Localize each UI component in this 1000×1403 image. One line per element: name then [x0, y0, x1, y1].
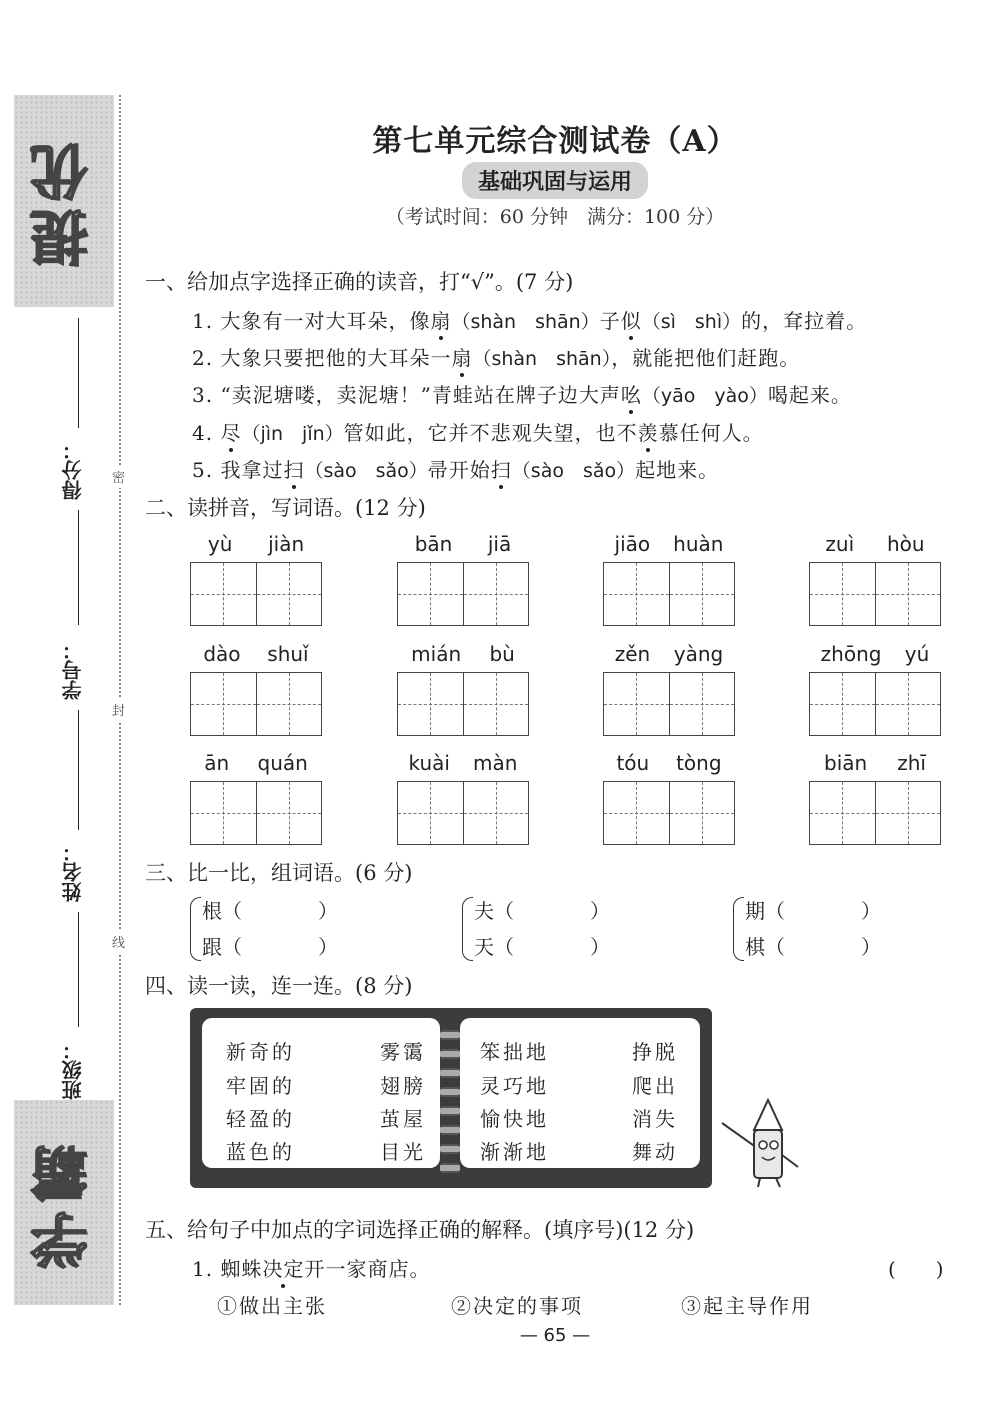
- pinyin-group: jiāo huàn: [603, 532, 735, 626]
- match-word[interactable]: 消失: [632, 1107, 678, 1131]
- notebook-illustration: [190, 1008, 712, 1188]
- pencil-mascot-icon: [720, 1095, 810, 1190]
- field-rule: [78, 710, 79, 830]
- field-rule: [78, 318, 79, 428]
- pinyin-group: bān jiā: [397, 532, 529, 626]
- score-label: 得分：: [61, 440, 85, 500]
- match-word[interactable]: 蓝色的: [226, 1140, 295, 1164]
- question-1-4: 4. 尽（jìn jǐn）管如此，它并不悲观失望，也不羡慕任何人。: [192, 421, 764, 445]
- section-1-heading: 一、给加点字选择正确的读音，打“√”。(7 分): [145, 270, 574, 294]
- match-word[interactable]: 翅膀: [380, 1074, 426, 1098]
- page-number: — 65 —: [519, 1325, 591, 1346]
- writing-grid[interactable]: [603, 562, 735, 626]
- answer-box[interactable]: ( ): [888, 1257, 944, 1281]
- writing-grid[interactable]: [809, 562, 941, 626]
- match-word[interactable]: 目光: [380, 1140, 426, 1164]
- pinyin-group: tóu tòng: [603, 751, 735, 845]
- notebook-left-page: [202, 1018, 440, 1168]
- match-word[interactable]: 渐渐地: [480, 1140, 549, 1164]
- pinyin-group: zuì hòu: [809, 532, 941, 626]
- pinyin-group: yù jiàn: [190, 532, 322, 626]
- question-1-1: 1. 大象有一对大耳朵，像扇（shàn shān）子似（sì shì）的，耷拉着。: [192, 309, 868, 333]
- writing-grid[interactable]: [809, 672, 941, 736]
- match-word[interactable]: 灵巧地: [480, 1074, 549, 1098]
- pinyin-group: zěn yàng: [603, 642, 735, 736]
- name-label: 姓名：: [61, 842, 85, 902]
- writing-grid[interactable]: [809, 781, 941, 845]
- writing-grid[interactable]: [397, 781, 529, 845]
- compare-pair: 根（ ） 跟（ ）: [190, 893, 340, 965]
- compare-pair: 夫（ ） 天（ ）: [462, 893, 612, 965]
- stamp-top: 提优: [14, 95, 114, 307]
- notebook-right-page: [460, 1018, 700, 1168]
- match-word[interactable]: 笨拙地: [480, 1040, 549, 1064]
- match-word[interactable]: 新奇的: [226, 1040, 295, 1064]
- match-word[interactable]: 爬出: [632, 1074, 678, 1098]
- section-5-heading: 五、给句子中加点的字词选择正确的解释。(填序号)(12 分): [145, 1218, 695, 1242]
- notebook-spiral: [440, 1030, 460, 1182]
- pinyin-group: mián bù: [397, 642, 529, 736]
- writing-grid[interactable]: [397, 562, 529, 626]
- section-2-heading: 二、读拼音，写词语。(12 分): [145, 496, 426, 520]
- time-info: （考试时间：60 分钟 满分：100 分）: [385, 206, 725, 228]
- stamp-bottom: 学霸: [14, 1100, 114, 1305]
- writing-grid[interactable]: [190, 562, 322, 626]
- match-word[interactable]: 牢固的: [226, 1074, 295, 1098]
- writing-grid[interactable]: [190, 781, 322, 845]
- seal-mark: 线: [112, 930, 125, 953]
- pinyin-group: ān quán: [190, 751, 322, 845]
- subtitle-badge: 基础巩固与运用: [462, 162, 648, 199]
- match-word[interactable]: 挣脱: [632, 1040, 678, 1064]
- writing-grid[interactable]: [397, 672, 529, 736]
- field-rule: [78, 912, 79, 1027]
- section-4-heading: 四、读一读，连一连。(8 分): [145, 974, 413, 998]
- option-1: ①做出主张: [217, 1294, 327, 1318]
- question-5-1: 1. 蜘蛛决定开一家商店。: [192, 1257, 431, 1281]
- student-id-label: 学号：: [61, 640, 85, 700]
- seal-mark: 密: [112, 465, 125, 488]
- section-3-heading: 三、比一比，组词语。(6 分): [145, 861, 413, 885]
- question-1-3: 3. “卖泥塘喽，卖泥塘！”青蛙站在牌子边大声吆（yāo yào）喝起来。: [192, 383, 852, 407]
- question-1-5: 5. 我拿过扫（sào sǎo）帚开始扫（sào sǎo）起地来。: [192, 458, 720, 482]
- question-1-2: 2. 大象只要把他的大耳朵一扇（shàn shān），就能把他们赶跑。: [192, 346, 801, 370]
- writing-grid[interactable]: [190, 672, 322, 736]
- page-title: 第七单元综合测试卷（A）: [372, 124, 738, 159]
- match-word[interactable]: 茧屋: [380, 1107, 426, 1131]
- pinyin-group: kuài màn: [397, 751, 529, 845]
- compare-pair: 期（ ） 棋（ ）: [733, 893, 883, 965]
- match-word[interactable]: 雾霭: [380, 1040, 426, 1064]
- writing-grid[interactable]: [603, 781, 735, 845]
- pinyin-group: dào shuǐ: [190, 642, 322, 736]
- seal-mark: 封: [112, 698, 125, 721]
- writing-grid[interactable]: [603, 672, 735, 736]
- option-3: ③起主导作用: [681, 1294, 813, 1318]
- match-word[interactable]: 轻盈的: [226, 1107, 295, 1131]
- match-word[interactable]: 愉快地: [480, 1107, 549, 1131]
- field-rule: [78, 510, 79, 625]
- pinyin-group: biān zhī: [809, 751, 941, 845]
- option-2: ②决定的事项: [451, 1294, 583, 1318]
- class-label: 班级：: [61, 1040, 85, 1100]
- match-word[interactable]: 舞动: [632, 1140, 678, 1164]
- pinyin-group: zhōng yú: [809, 642, 941, 736]
